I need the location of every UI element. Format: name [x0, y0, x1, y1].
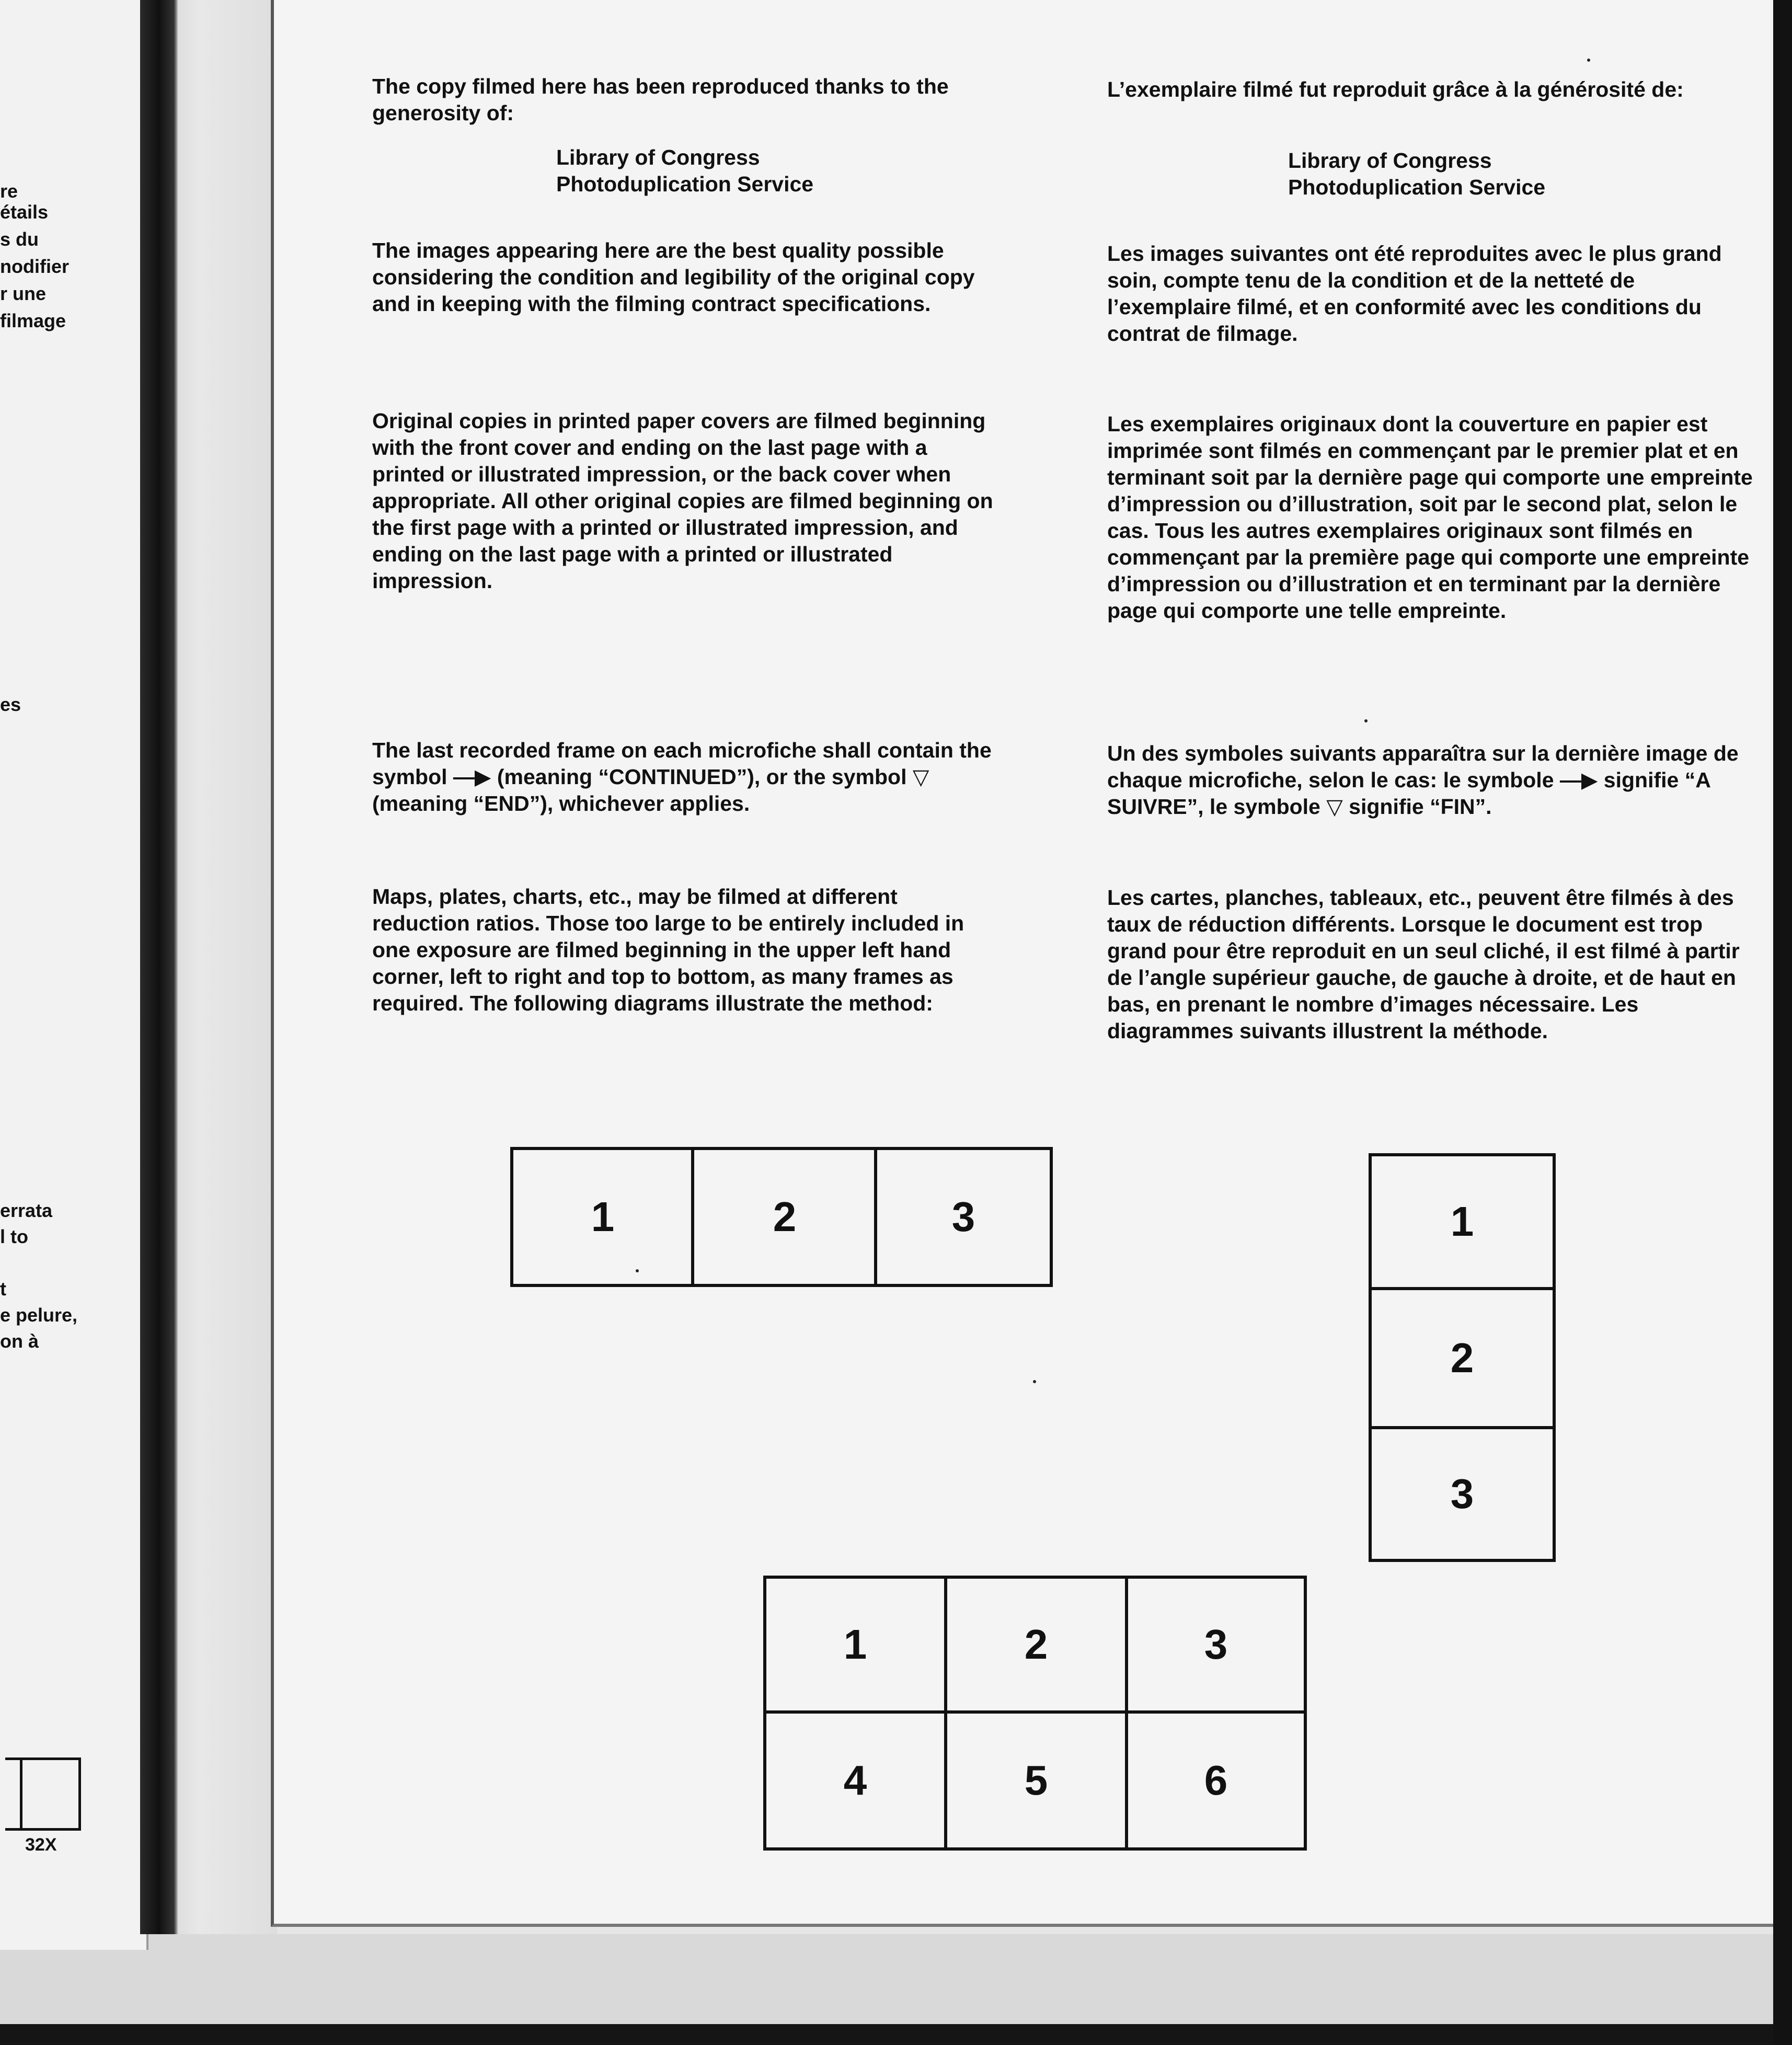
left-fragment: errata: [0, 1200, 53, 1221]
diagram-divider: [766, 1710, 1304, 1714]
diagram-frame: 1: [591, 1193, 615, 1240]
english-maps-paragraph: Maps, plates, charts, etc., may be filmed at different reduction ratios. Those too large to be entirely included in one exposure are filmed beginning in the upper left hand corner, left to right and top to bottom, as many frames as required. The following diagrams illustrate the method:: [372, 884, 964, 1015]
french-covers-paragraph: Les exemplaires originaux dont la couverture en papier est imprimée sont filmés en commençant par le premier plat et en terminant soit par la dernière page qui comporte une empreinte d’impression ou d’illustration, soit par le second plat, selon le cas. Tous les autres exemplaires originaux sont filmés en commençant par la première page qui comporte une empreinte d’impression ou d’illustration et en terminant par la dernière page qui comporte une telle empreinte.: [1107, 412, 1753, 623]
english-covers-paragraph: Original copies in printed paper covers are filmed beginning with the front cover and ending on the last page with a printed or illustrated impression, or the back cover when appropriate. All other original copies are filmed beginning on the first page with a printed or illustrated impression, and ending on the last page with a printed or illustrated impression.: [372, 409, 993, 593]
english-institution-service: Photoduplication Service: [556, 172, 814, 196]
left-underlying-page: [0, 0, 148, 1950]
diagram-vertical-three-frames: [1369, 1153, 1556, 1562]
left-fragment: étails: [0, 201, 49, 223]
scan-bottom-edge: [0, 2024, 1792, 2045]
left-fragment: t: [0, 1278, 6, 1300]
diagram-frame: 1: [843, 1621, 867, 1668]
diagram-frame: 4: [843, 1757, 867, 1803]
scan-speck: [1587, 59, 1590, 62]
french-institution-service: Photoduplication Service: [1288, 175, 1546, 199]
diagram-frame: 6: [1204, 1757, 1228, 1803]
left-fragment: on à: [0, 1330, 39, 1352]
left-fragment: nodifier: [0, 256, 69, 277]
french-symbols-paragraph: Un des symboles suivants apparaîtra sur la dernière image de chaque microfiche, selon le cas: le symbole —▶ signifie “A SUIVRE”, le symbole ▽ signifie “FIN”.: [1107, 741, 1739, 819]
left-fragment: es: [0, 694, 21, 715]
french-quality-paragraph: Les images suivantes ont été reproduites avec le plus grand soin, compte tenu de la condition et de la netteté de l’exemplaire filmé, et en conformité avec les conditions du contrat de filmage.: [1107, 242, 1722, 346]
english-institution-name: Library of Congress: [556, 145, 760, 169]
scan-right-edge: [1773, 0, 1792, 2045]
page-spine-shadow: [140, 0, 178, 1934]
french-intro: L’exemplaire filmé fut reproduit grâce à la générosité de:: [1107, 77, 1684, 101]
diagram-frame: 3: [1204, 1621, 1228, 1668]
diagram-frame: 3: [1450, 1470, 1474, 1517]
left-fragment: re: [0, 180, 18, 202]
scan-speck: [1364, 719, 1368, 722]
diagram-frame: 2: [1450, 1335, 1474, 1381]
left-fragment: e pelure,: [0, 1304, 78, 1326]
left-fragment: r une: [0, 283, 47, 304]
reduction-label: 32X: [25, 1835, 57, 1855]
diagram-frame: 2: [773, 1193, 797, 1240]
diagram-frame: 5: [1024, 1757, 1048, 1803]
scan-speck: [636, 1269, 639, 1272]
left-fragment: s du: [0, 228, 39, 250]
diagram-frame: 2: [1024, 1621, 1048, 1668]
reduction-frame-boxes: [5, 1757, 81, 1831]
diagram-frame: 1: [1450, 1198, 1474, 1245]
english-symbols-paragraph: The last recorded frame on each microfiche shall contain the symbol —▶ (meaning “CONTINUED”), or the symbol ▽ (meaning “END”), whichever applies.: [372, 738, 992, 815]
left-fragment: l to: [0, 1226, 28, 1247]
french-maps-paragraph: Les cartes, planches, tableaux, etc., peuvent être filmés à des taux de réduction différents. Lorsque le document est trop grand pour être reproduit en un seul cliché, il est filmé à partir de l’angle supérieur gauche, de gauche à droite, et de haut en bas, en prenant le nombre d’images nécessaire. Les diagrammes suivants illustrent la méthode.: [1107, 886, 1740, 1043]
left-fragment: filmage: [0, 310, 66, 331]
diagram-frame: 3: [951, 1193, 975, 1240]
english-intro: The copy filmed here has been reproduced thanks to the generosity of:: [372, 74, 949, 125]
scan-speck: [1033, 1380, 1036, 1383]
french-institution-name: Library of Congress: [1288, 148, 1492, 173]
english-quality-paragraph: The images appearing here are the best quality possible considering the condition and legibility of the original copy and in keeping with the filming contract specifications.: [372, 238, 975, 316]
diagram-horizontal-three-frames: [510, 1147, 1053, 1287]
diagram-grid-six-frames: [763, 1576, 1307, 1851]
